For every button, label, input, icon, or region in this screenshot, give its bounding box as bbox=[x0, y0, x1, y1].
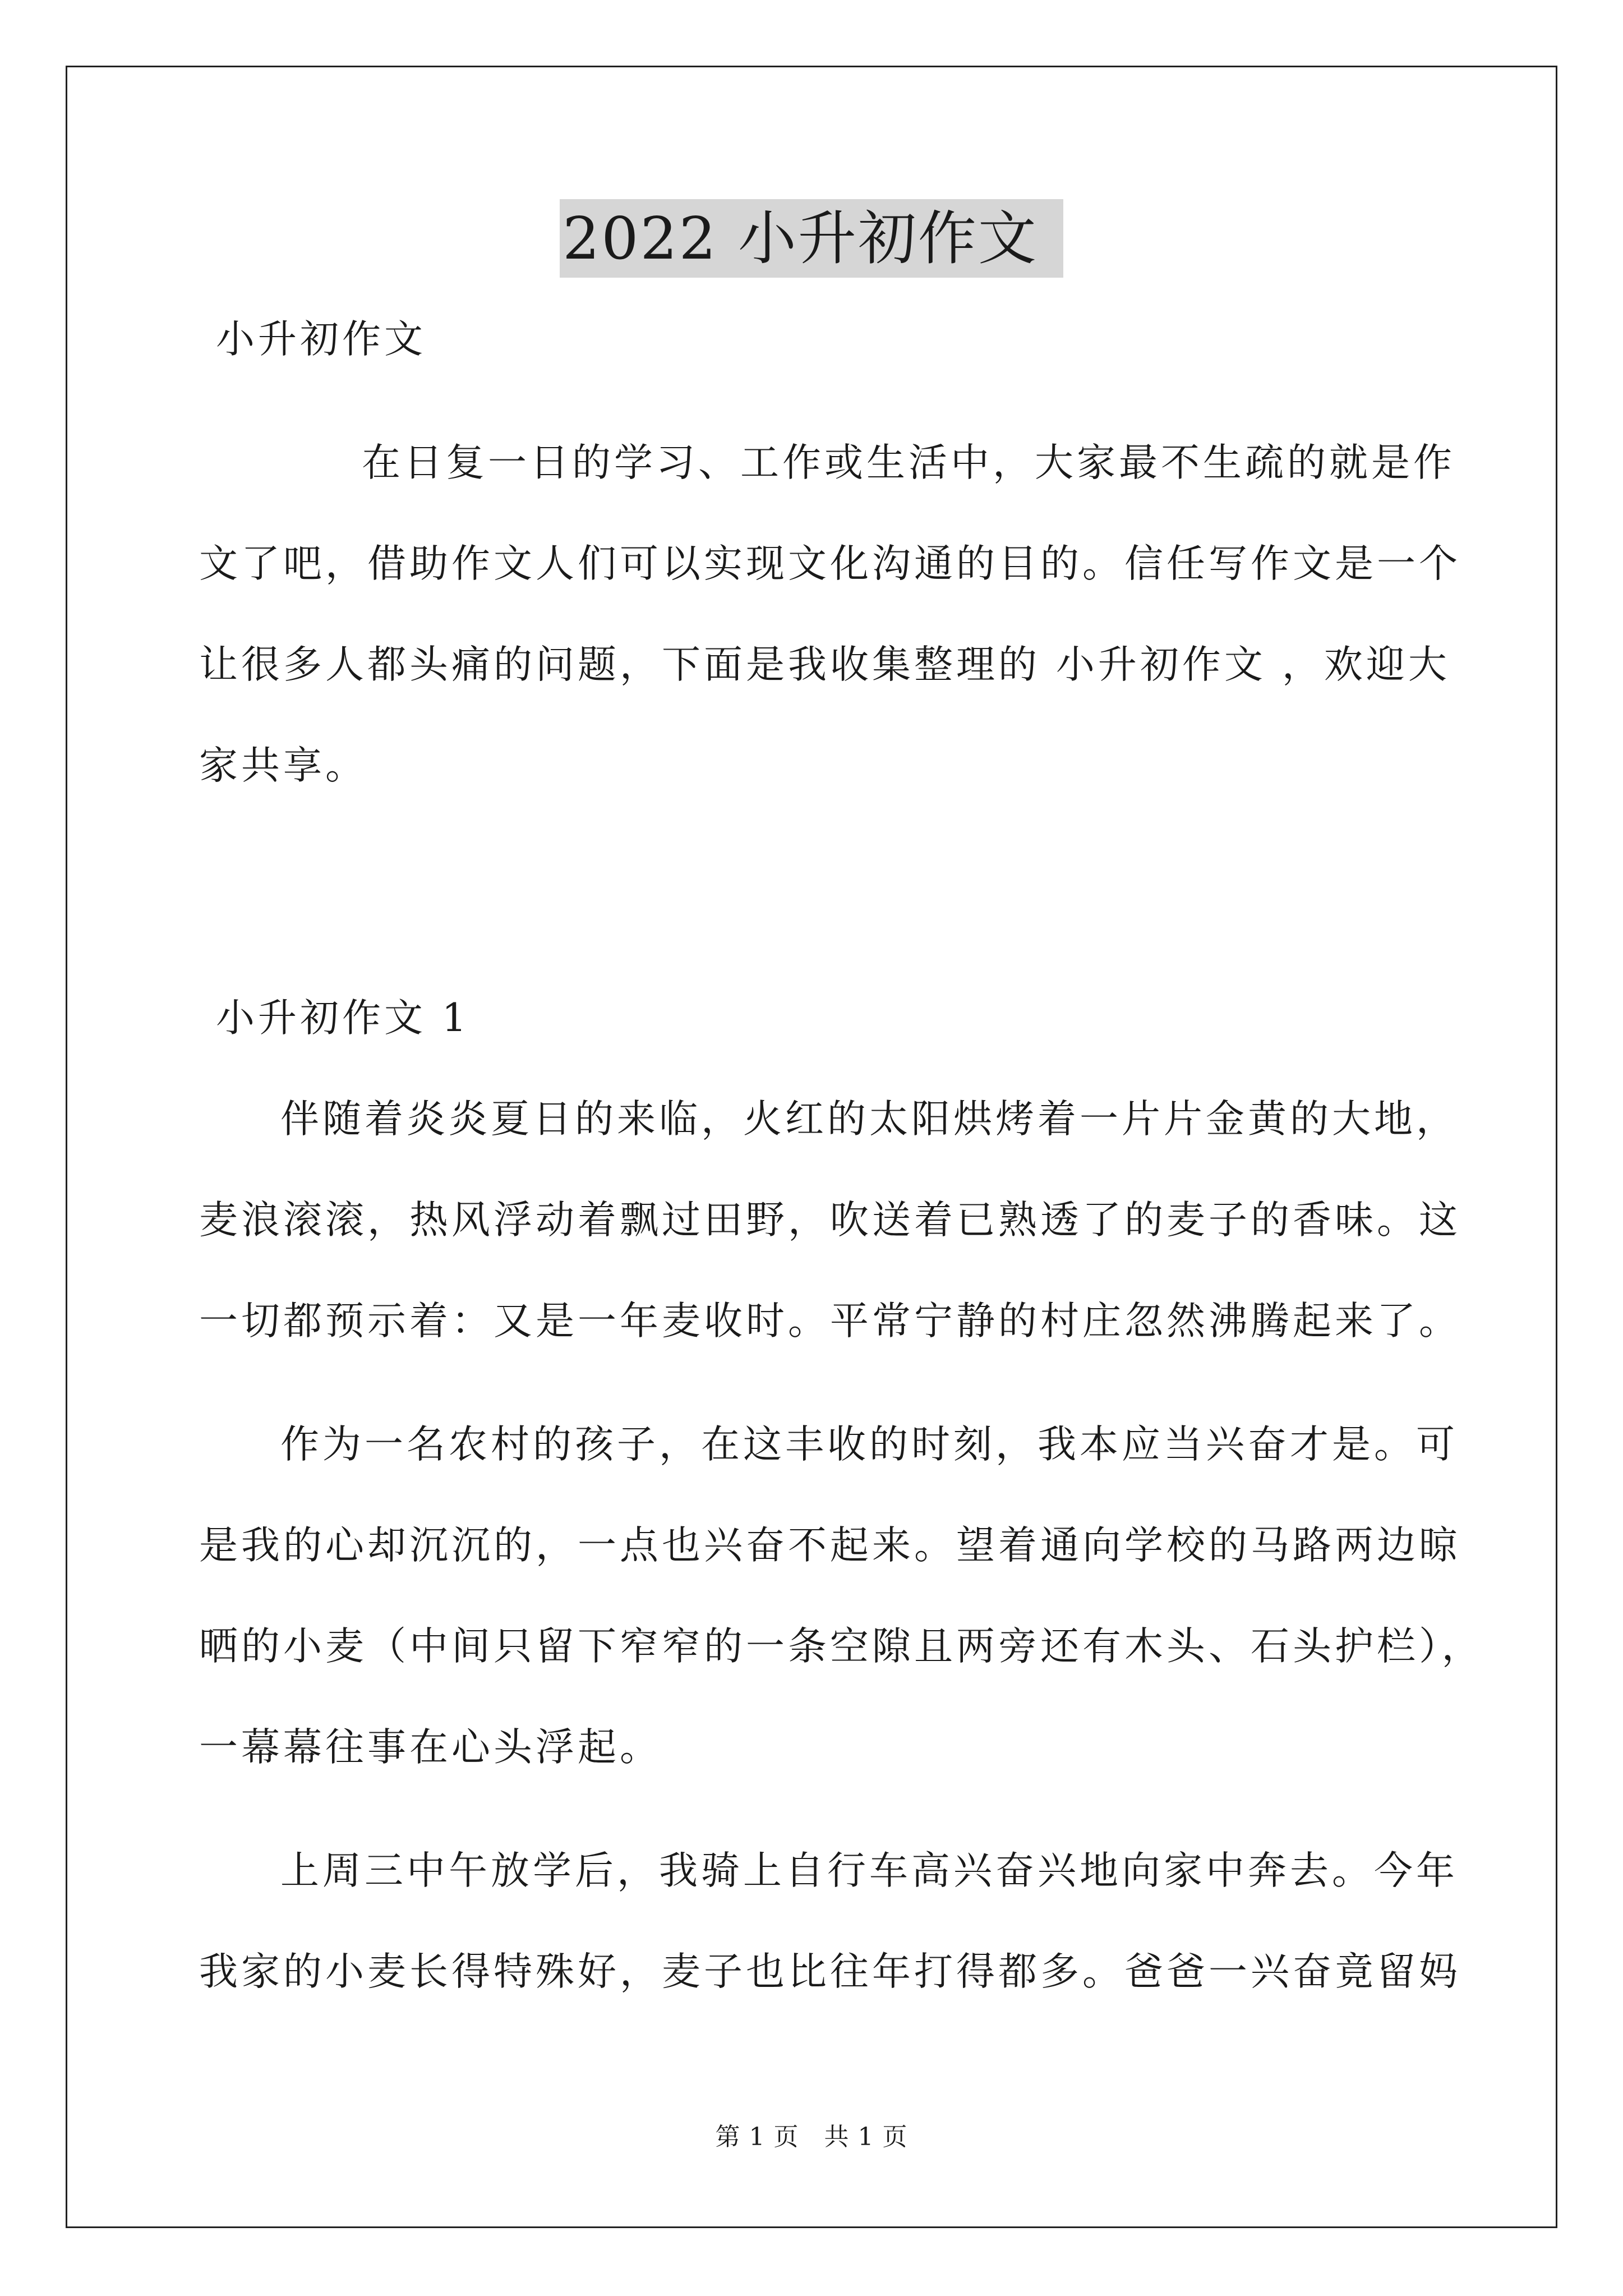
section-heading: 小升初作文 bbox=[216, 317, 426, 362]
page-border bbox=[66, 66, 1557, 2228]
section-heading: 小升初作文 1 bbox=[216, 996, 470, 1041]
paragraph-line: 上周三中午放学后，我骑上自行车高兴奋兴地向家中奔去。今年 bbox=[280, 1848, 1458, 1893]
paragraph-line: 在日复一日的学习、工作或生活中，大家最不生疏的就是作 bbox=[362, 440, 1455, 485]
paragraph-line: 伴随着炎炎夏日的来临，火红的太阳烘烤着一片片金黄的大地， bbox=[280, 1097, 1458, 1142]
paragraph-line: 一幕幕往事在心头浮起。 bbox=[199, 1725, 662, 1770]
paragraph-line: 作为一名农村的孩子，在这丰收的时刻，我本应当兴奋才是。可 bbox=[280, 1422, 1458, 1467]
document-title: 2022 小升初作文 bbox=[560, 199, 1063, 278]
paragraph-line: 我家的小麦长得特殊好，麦子也比往年打得都多。爸爸一兴奋竟留妈 bbox=[199, 1949, 1461, 1994]
title-container bbox=[0, 199, 1623, 278]
paragraph-line: 晒的小麦（中间只留下窄窄的一条空隙且两旁还有木头、石头护栏）， bbox=[199, 1624, 1484, 1669]
page-footer: 第 1 页 共 1 页 bbox=[715, 2123, 908, 2151]
paragraph-line: 麦浪滚滚，热风浮动着飘过田野，吹送着已熟透了的麦子的香味。这 bbox=[199, 1198, 1461, 1243]
paragraph-line: 是我的心却沉沉的，一点也兴奋不起来。望着通向学校的马路两边晾 bbox=[199, 1523, 1461, 1568]
paragraph-line: 文了吧，借助作文人们可以实现文化沟通的目的。信任写作文是一个 bbox=[199, 541, 1461, 586]
paragraph-line: 一切都预示着：又是一年麦收时。平常宁静的村庄忽然沸腾起来了。 bbox=[199, 1299, 1461, 1343]
paragraph-line: 家共享。 bbox=[199, 743, 367, 788]
paragraph-line: 让很多人都头痛的问题，下面是我收集整理的 小升初作文 ，欢迎大 bbox=[199, 642, 1450, 687]
